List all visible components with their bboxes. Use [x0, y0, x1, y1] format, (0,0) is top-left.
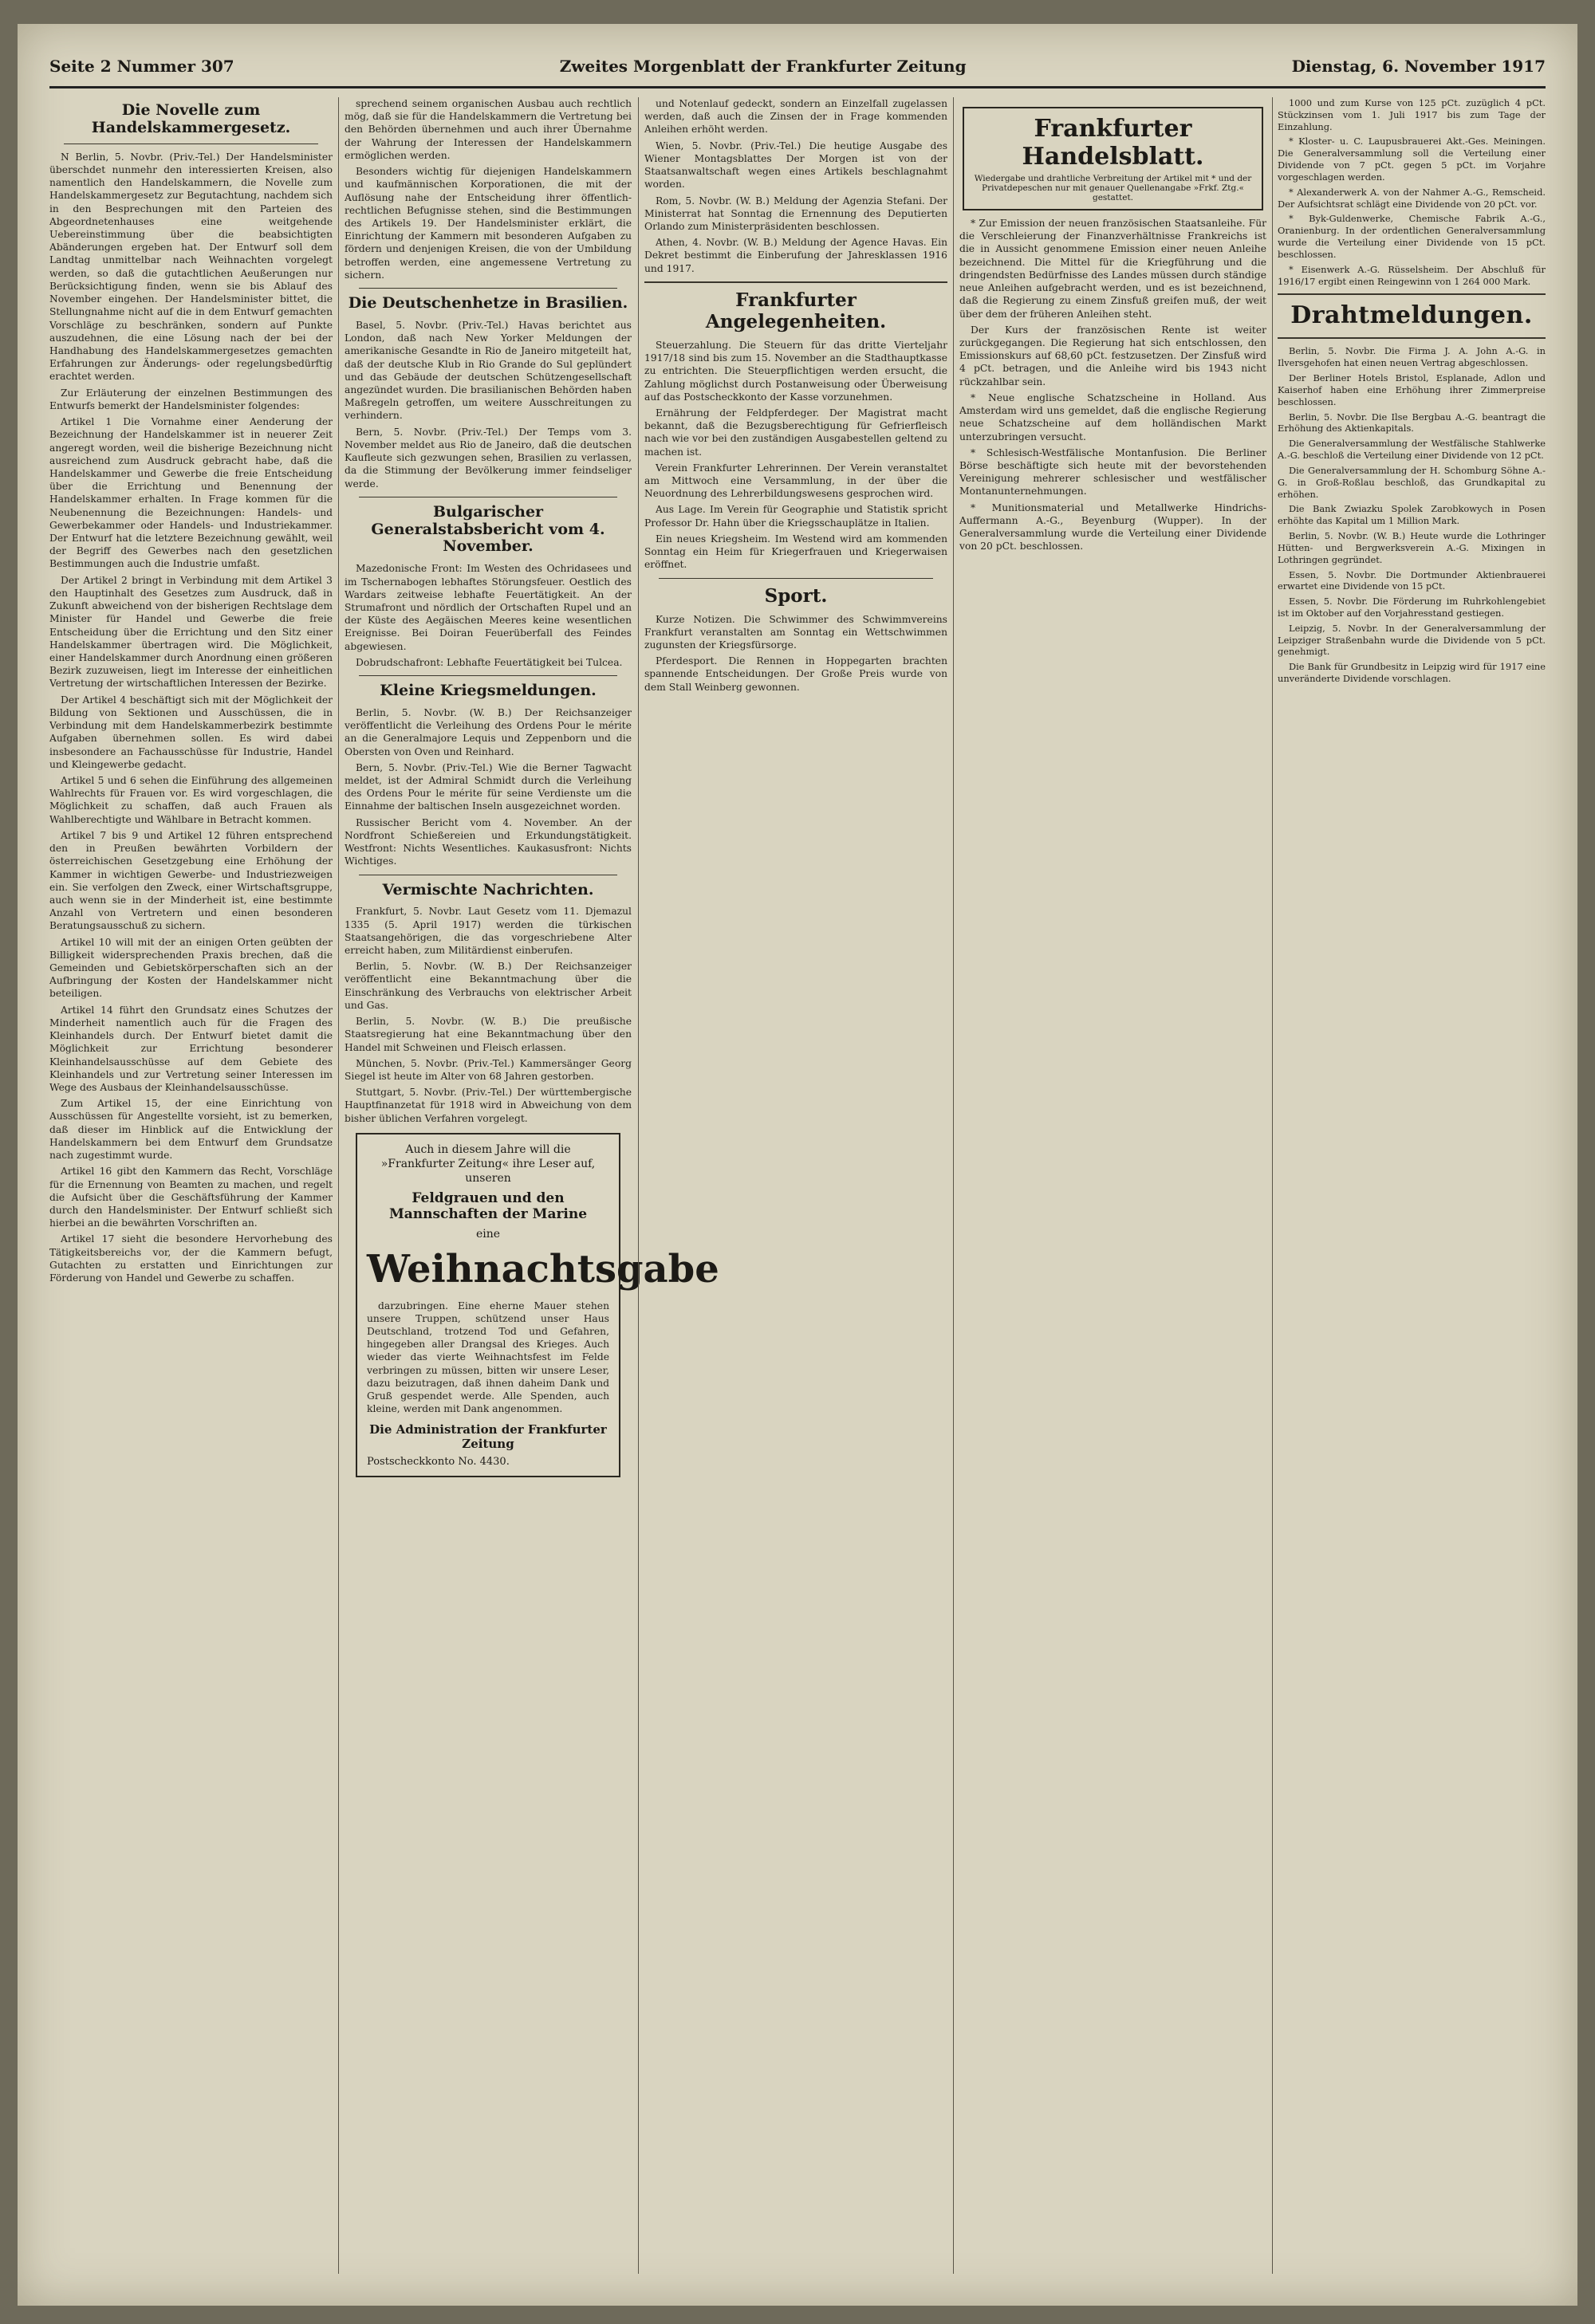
paragraph: Bern, 5. Novbr. (Priv.-Tel.) Der Temps vom 3. November meldet aus Rio de Janeiro, daß die deutschen Kaufleute sich gezwungen sehen, Brasilien zu verlassen, da die Stimmung der Bevölkerung immer feindseliger werde. [345, 426, 632, 490]
paragraph: Essen, 5. Novbr. Die Dortmunder Aktienbrauerei erwartet eine Dividende von 15 pCt. [1278, 568, 1546, 592]
newspaper-page [18, 24, 1577, 2306]
column-1 [49, 97, 333, 2274]
handelsblatt-masthead [963, 107, 1263, 210]
article-heading: Vermischte Nachrichten. [382, 880, 594, 899]
paragraph: Berlin, 5. Novbr. (W. B.) Der Reichsanzeiger veröffentlicht die Verleihung des Ordens Pour le mérite an die Generalmajore Lequis und Zeppenborn und die Obersten von Oven und Reinhard. [345, 706, 632, 757]
paragraph: Berlin, 5. Novbr. Die Ilse Bergbau A.-G. beantragt die Erhöhung des Aktienkapitals. [1278, 411, 1546, 435]
article-heading: Bulgarischer Generalstabsbericht vom 4. November. [371, 502, 605, 556]
divider [359, 288, 617, 289]
paragraph: Die Generalversammlung der H. Schomburg Söhne A.-G. in Groß-Roßlau beschloß, das Grundkapital zu erhöhen. [1278, 464, 1546, 500]
paragraph: Dobrudschafront: Lebhafte Feuertätigkeit bei Tulcea. [356, 656, 623, 668]
paragraph: * Alexanderwerk A. von der Nahmer A.-G., Remscheid. Der Aufsichtsrat schlägt eine Dividende von 20 pCt. vor. [1278, 186, 1546, 210]
issue-date: Dienstag, 6. November 1917 [1291, 57, 1546, 76]
handelsblatt-title: Frankfurter Handelsblatt. [1022, 115, 1204, 171]
paragraph: Besonders wichtig für diejenigen Handelskammern und kaufmännischen Korporationen, die mit der Auflösung nahe der Entscheidung ihrer öffentlich-rechtlichen Befugnisse stehen, sind die Bestimmungen des Artikels 19. Der Handelsminister erklärt, die Einrichtung der Kammern mit besonderen Aufgaben zu fördern und denjenigen Kreisen, die von der Umbildung betroffen werden, eine angemessene Vertretung zu sichern. [345, 166, 632, 281]
column-rule [1272, 97, 1273, 2274]
paragraph: Artikel 7 bis 9 und Artikel 12 führen entsprechend den in Preußen bewährten Vorbildern der österreichischen Gesetzgebung eine Erhöhung der Kammer in wichtigen Gewerbe- und Industriezweigen ein. Sie verfolgen den Zweck, einer Wirtschaftsgruppe, auch wenn sie in der Minderheit ist, eine bestimmte Anzahl von Vertretern und einen besonderen Beratungsausschuß zu sichern. [49, 829, 333, 932]
divider [659, 578, 933, 579]
divider [1278, 337, 1546, 339]
paragraph: Mazedonische Front: Im Westen des Ochridasees und im Tschernabogen lebhaftes Störungsfeuer. Oestlich des Wardars zeitweise lebhafte Feuertätigkeit. An der Strumafront und nördlich der Ortschaften Rupel und an der Küste des Aegäischen Meeres keine wesentlichen Ereignisse. Bei Doiran Feuerüberfall des Feindes abgewiesen. [345, 563, 632, 652]
paragraph: und Notenlauf gedeckt, sondern an Einzelfall zugelassen werden, daß auch die Zinsen der in Frage kommenden Anleihen erhöht werden. [644, 98, 947, 136]
paragraph: Bern, 5. Novbr. (Priv.-Tel.) Wie die Berner Tagwacht meldet, ist der Admiral Schmidt durch die Verleihung des Ordens Pour le mérite für seine Verdienste um die Einnahme der baltischen Inseln ausgezeichnet worden. [345, 761, 632, 812]
ad-connector: eine [475, 1228, 501, 1241]
paragraph: 1000 und zum Kurse von 125 pCt. zuzüglich 4 pCt. Stückzinsen vom 1. Juli 1917 bis zum Tage der Einzahlung. [1278, 97, 1546, 132]
paragraph: Artikel 10 will mit der an einigen Orten geübten der Billigkeit widersprechenden Praxis brechen, daß die Gemeinden und Gebietskörperschaften sich an der Aufbringung der Kosten der Handelskammer nicht beteiligen. [49, 936, 333, 1000]
article-heading: Die Deutschenhetze in Brasilien. [348, 294, 628, 313]
ad-intro: Auch in diesem Jahre will die »Frankfurter Zeitung« ihre Leser auf, unseren [380, 1142, 596, 1186]
column-2 [345, 97, 719, 2274]
paragraph: Der Artikel 2 bringt in Verbindung mit dem Artikel 3 den Hauptinhalt des Gesetzes zum Ausdruck, daß in Zukunft abweichend von der bisherigen Rechtslage dem Minister für Handel und Gewerbe die freie Entscheidung über die Errichtung und den Sitz einer Handelskammer übertragen wird. Die Möglichkeit, einer Handelskammer durch Anordnung einen größeren Bezirk zuzuweisen, liegt im Interesse der einheitlichen Vertretung der wirtschaftlichen Interessen der Bezirke. [49, 574, 333, 690]
paragraph: Der Artikel 4 beschäftigt sich mit der Möglichkeit der Bildung von Sektionen und Ausschüssen, die in Verbindung mit dem Handelskammerbezirk bestimmte Aufgaben übernehmen sollen. Es wird dabei insbesondere an Fachausschüsse für Industrie, Handel und Kleingewerbe gedacht. [49, 694, 333, 770]
paragraph: Ein neues Kriegsheim. Im Westend wird am kommenden Sonntag ein Heim für Kriegerfrauen und Kriegerwaisen eröffnet. [644, 533, 947, 571]
column-5 [1278, 97, 1546, 2274]
column-rule [338, 97, 339, 2274]
divider [644, 281, 947, 283]
column-rule [953, 97, 954, 2274]
paragraph: Der Berliner Hotels Bristol, Esplanade, Adlon und Kaiserhof haben eine Erhöhung ihrer Zimmerpreise beschlossen. [1278, 372, 1546, 407]
masthead-rule [49, 86, 1546, 88]
paragraph: Pferdesport. Die Rennen in Hoppegarten brachten spannende Entscheidungen. Der Große Preis wurde von dem Stall Weinberg gewonnen. [644, 655, 947, 693]
paragraph: Artikel 17 sieht die besondere Hervorhebung des Tätigkeitsbereichs vor, der die Kammern befugt, Gutachten zu erstatten und Einrichtungen zur Förderung von Handel und Gewerbe zu schaffen. [49, 1233, 333, 1284]
ad-signature: Die Administration der Frankfurter Zeitung [369, 1422, 607, 1451]
page-number: Seite 2 Nummer 307 [49, 57, 234, 76]
handelsblatt-subtitle: Wiedergabe und drahtliche Verbreitung der Artikel mit * und der Privatdepeschen nur mit genauer Quellenangabe »Frkf. Ztg.« gestattet. [974, 174, 1252, 203]
paragraph: * Eisenwerk A.-G. Rüsselsheim. Der Abschluß für 1916/17 ergibt einen Reingewinn von 1 264 000 Mark. [1278, 263, 1546, 287]
column-3 [644, 97, 947, 2274]
section-heading: Drahtmeldungen. [1290, 301, 1533, 330]
article-heading: Die Novelle zum Handelskammergesetz. [91, 101, 291, 136]
ad-body: darzubringen. Eine eherne Mauer stehen unsere Truppen, schützend unser Haus Deutschland, trotzend Tod und Gefahren, hingegeben aller Drangsal des Krieges. Auch wieder das vierte Weihnachtsfest im Felde verbringen zu müssen, bitten wir unsere Leser, dazu beizutragen, daß ihnen daheim Dank und Gruß gespendet werde. Alle Spenden, auch kleine, werden mit Dank angenommen. [367, 1300, 609, 1415]
paragraph: Artikel 5 und 6 sehen die Einführung des allgemeinen Wahlrechts für Frauen vor. Es wird vorgeschlagen, die Möglichkeit zu schaffen, daß auch Frauen als Wahlberechtigte und Wählbare in Betracht kommen. [49, 774, 333, 825]
paragraph: Leipzig, 5. Novbr. In der Generalversammlung der Leipziger Straßenbahn wurde die Dividende von 5 pCt. genehmigt. [1278, 622, 1546, 658]
paragraph: Berlin, 5. Novbr. Die Firma J. A. John A.-G. in Ilversgehofen hat einen neuen Vertrag abgeschlossen. [1278, 345, 1546, 369]
paragraph: Russischer Bericht vom 4. November. An der Nordfront Schießereien und Erkundungstätigkeit. Westfront: Nichts Wesentliches. Kaukasusfront: Nichts Wichtiges. [345, 816, 632, 867]
paragraph: Athen, 4. Novbr. (W. B.) Meldung der Agence Havas. Ein Dekret bestimmt die Einberufung der Jahresklassen 1916 und 1917. [644, 237, 947, 274]
paragraph: Zur Erläuterung der einzelnen Bestimmungen des Entwurfs bemerkt der Handelsminister folgendes: [49, 387, 333, 411]
paragraph: Ernährung der Feldpferdeger. Der Magistrat macht bekannt, daß die Bezugsberechtigung für Gefrierfleisch nach wie vor bei den zuständigen Ausgabestellen geltend zu machen ist. [644, 407, 947, 458]
paragraph: Kurze Notizen. Die Schwimmer des Schwimmvereins Frankfurt veranstalten am Sonntag ein Wettschwimmen zugunsten der Kriegsfürsorge. [644, 613, 947, 651]
masthead [49, 53, 1546, 80]
paragraph: * Byk-Guldenwerke, Chemische Fabrik A.-G., Oranienburg. In der ordentlichen Generalversammlung wurde die Verteilung einer Dividende von 15 pCt. beschlossen. [1278, 213, 1546, 260]
paragraph: N Berlin, 5. Novbr. (Priv.-Tel.) Der Handelsminister überschdet nunmehr den interessierten Kreisen, also namentlich den Handelskammern, die Novelle zum Handelskammergesetz zur Begutachtung, nachdem sich in den Besprechungen mit den Parteien des Abgeordnetenhauses eine weitgehende Uebereinstimmung über die beabsichtigten Abänderungen ergeben hat. Der Entwurf soll dem Landtag unmittelbar nach Weihnachten vorgelegt werden, so daß die gutachtlichen Aeußerungen nur Berücksichtigung finden, wenn sie bis Ablauf des November eingehen. Der Handelsminister bittet, die Stellungnahme nicht auf die in dem Entwurf gemachten Vorschläge zu beschränken, sondern auf Punkte auszudehnen, die eine Lösung nach der bei der Handhabung des Handelskammergesetzes gemachten Erfahrungen zur Änderungs- oder regelungsbedürftig erachtet werden. [49, 151, 333, 383]
paragraph: Die Generalversammlung der Westfälische Stahlwerke A.-G. beschloß die Verteilung einer Dividende von 12 pCt. [1278, 438, 1546, 462]
paragraph: Frankfurt, 5. Novbr. Laut Gesetz vom 11. Djemazul 1335 (5. April 1917) werden die türkischen Staatsangehörigen, die das vorgeschriebene Alter erreicht haben, zum Militärdienst einberufen. [345, 906, 632, 956]
paragraph: * Munitionsmaterial und Metallwerke Hindrichs-Auffermann A.-G., Beyenburg (Wupper). In der Generalversammlung wurde die Verteilung einer Dividende von 20 pCt. beschlossen. [959, 501, 1266, 552]
paragraph: Artikel 1 Die Vornahme einer Aenderung der Bezeichnung der Handelskammer ist in neuerer Zeit angeregt worden, weil die bisherige Bezeichnung nicht ausreichend zum Ausdruck gebracht habe, daß die Handelskammer und Gewerbe die freie Entscheidung über die Errichtung und Benennung der Handelskammer erhalten. In Frage kommen für die Neubenennung die Bezeichnungen: Handels- und Gewerbekammer oder Handels- und Industriekammer. Der Entwurf hat die letztere Bezeichnung gewählt, weil der Begriff des Gewerbes nach den gesetzlichen Bestimmungen auch die Industrie umfaßt. [49, 416, 333, 570]
paragraph: Steuerzahlung. Die Steuern für das dritte Vierteljahr 1917/18 sind bis zum 15. November an die Stadthauptkasse zu entrichten. Die Steuerpflichtigen werden ersucht, die Zahlung möglichst durch Postanweisung oder Überweisung auf das Postscheckkonto der Kasse vorzunehmen. [644, 339, 947, 403]
paragraph: * Zur Emission der neuen französischen Staatsanleihe. Für die Verschleierung der Finanzverhältnisse Frankreichs ist die in Aussicht genommene Emission einer neuen Anleihe bezeichnend. Die Mittel für die Kriegführung und die dringendsten Bedürfnisse des Landes müssen durch ständige neue Anleihen aufgebracht werden, und es ist bezeichnend, daß die Regierung zu einem Zinsfuß greifen muß, der weit über dem der früheren Anleihen steht. [959, 218, 1266, 320]
newspaper-title: Zweites Morgenblatt der Frankfurter Zeitung [559, 57, 967, 76]
paragraph: * Neue englische Schatzscheine in Holland. Aus Amsterdam wird uns gemeldet, daß die englische Regierung neue Schatzscheine auf dem holländischen Markt unterzubringen versucht. [959, 391, 1266, 442]
ad-title: Weihnachtsgabe [367, 1246, 719, 1292]
paragraph: Die Bank Zwiazku Spolek Zarobkowych in Posen erhöhte das Kapital um 1 Million Mark. [1278, 503, 1546, 527]
paragraph: Zum Artikel 15, der eine Einrichtung von Ausschüssen für Angestellte vorsieht, ist zu bemerken, daß dieser im Hinblick auf die Entwicklung der Handelskammern bei dem Entwurf dem Grundsatze nach zugestimmt wurde. [49, 1098, 333, 1162]
paragraph: Stuttgart, 5. Novbr. (Priv.-Tel.) Der württembergische Hauptfinanzetat für 1918 wird in Abweichung von dem bisher üblichen Verfahren vorgelegt. [345, 1087, 632, 1124]
section-heading: Frankfurter Angelegenheiten. [705, 289, 887, 332]
christmas-appeal-ad [356, 1133, 719, 1477]
ad-account: Postscheckkonto No. 4430. [367, 1455, 510, 1468]
paragraph: Rom, 5. Novbr. (W. B.) Meldung der Agenzia Stefani. Der Ministerrat hat Sonntag die Ernennung des Deputierten Orlando zum Ministerpräsidenten beschlossen. [644, 195, 947, 232]
paragraph: Berlin, 5. Novbr. (W. B.) Heute wurde die Lothringer Hütten- und Bergwerksverein A.-G. Mixingen in Lothringen gegründet. [1278, 530, 1546, 565]
paragraph: Basel, 5. Novbr. (Priv.-Tel.) Havas berichtet aus London, daß nach New Yorker Meldungen der amerikanische Gesandte in Rio de Janeiro mitgeteilt hat, daß der deutsche Klub in Rio Grande do Sul geplündert und das Gebäude der deutschen Schützengesellschaft angezündet wurden. Die brasilianischen Behörden haben Maßregeln getroffen, um weitere Ausschreitungen zu verhindern. [345, 319, 632, 422]
paragraph: Verein Frankfurter Lehrerinnen. Der Verein veranstaltet am Mittwoch eine Versammlung, in der über die Neuordnung des Lehrerbildungswesens gesprochen wird. [644, 462, 947, 500]
divider [359, 675, 617, 676]
paragraph: * Schlesisch-Westfälische Montanfusion. Die Berliner Börse beschäftigte sich heute mit der bevorstehenden Vereinigung mehrerer schlesischer und westfälischer Montanunternehmungen. [959, 446, 1266, 497]
section-heading: Sport. [764, 584, 828, 607]
paragraph: * Kloster- u. C. Laupusbrauerei Akt.-Ges. Meiningen. Die Generalversammlung soll die Verteilung einer Dividende von 7 pCt. gegen 5 pCt. im Vorjahre vorgeschlagen werden. [1278, 136, 1546, 183]
paragraph: Artikel 16 gibt den Kammern das Recht, Vorschläge für die Ernennung von Beamten zu machen, und regelt die Aufsicht über die Geschäftsführung der Kammer durch den Handelsminister. Der Entwurf schließt sich hierbei an die bewährten Vorschriften an. [49, 1166, 333, 1229]
paragraph: München, 5. Novbr. (Priv.-Tel.) Kammersänger Georg Siegel ist heute im Alter von 68 Jahren gestorben. [345, 1057, 632, 1082]
paragraph: Die Bank für Grundbesitz in Leipzig wird für 1917 eine unveränderte Dividende vorschlagen. [1278, 661, 1546, 685]
paragraph: Essen, 5. Novbr. Die Förderung im Ruhrkohlengebiet ist im Oktober auf den Vorjahresstand gestiegen. [1278, 596, 1546, 619]
paragraph: Der Kurs der französischen Rente ist weiter zurückgegangen. Die Regierung hat sich entschlossen, den Emissionskurs auf 68,60 pCt. festzusetzen. Der Zinsfuß wird 4 pCt. betragen, und die Anleihe wird bis 1943 nicht rückzahlbar sein. [959, 324, 1266, 387]
column-4 [959, 97, 1266, 2274]
paragraph: Artikel 14 führt den Grundsatz eines Schutzes der Minderheit namentlich auch für die Fragen des Kleinhandels durch. Der Entwurf bietet damit die Möglichkeit zur Errichtung besonderer Kleinhandelsausschüsse auf dem Gebiete des Kleinhandels und zur Vertretung seiner Interessen im Wege des Ausbaus der Kleinhandelsausschüsse. [49, 1004, 333, 1093]
paragraph: Berlin, 5. Novbr. (W. B.) Die preußische Staatsregierung hat eine Bekanntmachung über den Handel mit Schweinen und Fleisch erlassen. [345, 1016, 632, 1053]
article-heading: Kleine Kriegsmeldungen. [380, 682, 597, 700]
paragraph: sprechend seinem organischen Ausbau auch rechtlich mög, daß sie für die Handelskammern die Vertretung bei den Behörden übernehmen und auch ihrer Übernahme der Wahrung der Interessen der Handelskammern ermöglichen werden. [345, 98, 632, 161]
ad-kicker: Feldgrauen und den Mannschaften der Marine [388, 1190, 588, 1223]
paragraph: Wien, 5. Novbr. (Priv.-Tel.) Die heutige Ausgabe des Wiener Montagsblattes Der Morgen ist von der Staatsanwaltschaft wegen eines Artikels beschlagnahmt worden. [644, 140, 947, 191]
paragraph: Aus Lage. Im Verein für Geographie und Statistik spricht Professor Dr. Hahn über die Kriegsschauplätze in Italien. [644, 504, 947, 529]
divider [1278, 293, 1546, 295]
paragraph: Berlin, 5. Novbr. (W. B.) Der Reichsanzeiger veröffentlicht eine Bekanntmachung über die Einschränkung des Verbrauchs von elektrischer Arbeit und Gas. [345, 961, 632, 1011]
column-rule [638, 97, 639, 2274]
